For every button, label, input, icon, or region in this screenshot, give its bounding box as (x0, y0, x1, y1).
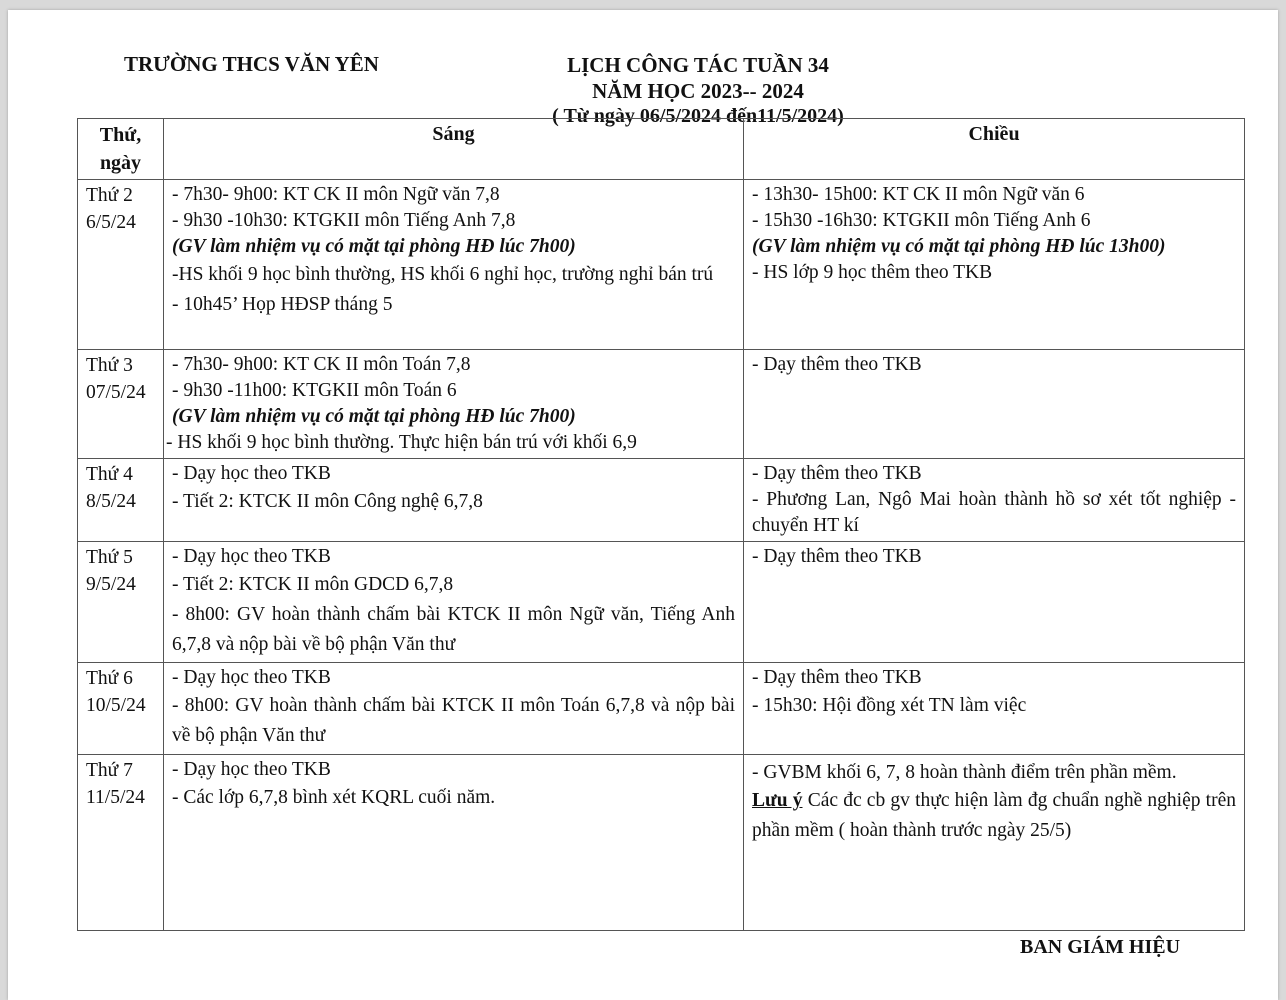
weekday: Thứ 4 (86, 464, 133, 485)
schedule-line: - 7h30- 9h00: KT CK II môn Ngữ văn 7,8 (172, 184, 500, 205)
schedule-line: - Tiết 2: KTCK II môn Công nghệ 6,7,8 (172, 491, 483, 512)
table-row (78, 180, 1245, 350)
schedule-line: - Dạy học theo TKB (172, 463, 331, 484)
morning-cell (164, 542, 744, 663)
schedule-note: (GV làm nhiệm vụ có mặt tại phòng HĐ lúc 13h00) (752, 236, 1166, 257)
date: 07/5/24 (86, 382, 146, 403)
schedule-line: - 9h30 -10h30: KTGKII môn Tiếng Anh 7,8 (172, 210, 516, 231)
schedule-line: - 8h00: GV hoàn thành chấm bài KTCK II môn Toán 6,7,8 và nộp bài về bộ phận Văn thư (172, 695, 735, 746)
weekday: Thứ 6 (86, 668, 133, 689)
schedule-line: -HS khối 9 học bình thường, HS khối 6 nghỉ học, trường nghỉ bán trú (172, 264, 714, 285)
date: 8/5/24 (86, 491, 136, 512)
day-cell (78, 180, 164, 350)
day-cell (78, 350, 164, 459)
schedule-note: (GV làm nhiệm vụ có mặt tại phòng HĐ lúc 7h00) (172, 236, 576, 257)
morning-cell (164, 350, 744, 459)
day-cell (78, 663, 164, 755)
schedule-line: - Dạy thêm theo TKB (752, 667, 922, 688)
afternoon-cell (744, 663, 1245, 755)
afternoon-cell (744, 542, 1245, 663)
header-day: Thứ, ngày (78, 119, 164, 180)
date: 9/5/24 (86, 574, 136, 595)
date-range: ( Từ ngày 06/5/2024 đến11/5/2024) (552, 105, 844, 127)
afternoon-cell (744, 459, 1245, 542)
schedule-line: - HS lớp 9 học thêm theo TKB (752, 262, 993, 283)
morning-cell (164, 755, 744, 931)
schedule-line: - Dạy học theo TKB (172, 759, 331, 780)
table-row (78, 459, 1245, 542)
school-year: NĂM HỌC 2023-- 2024 (592, 79, 804, 103)
table-row (78, 350, 1245, 459)
schedule-line: - 15h30: Hội đồng xét TN làm việc (752, 695, 1027, 716)
table-header-row (78, 119, 1245, 180)
date: 6/5/24 (86, 212, 136, 233)
weekday: Thứ 5 (86, 547, 133, 568)
schedule-line: - 7h30- 9h00: KT CK II môn Toán 7,8 (172, 354, 471, 375)
day-cell (78, 459, 164, 542)
note-label: Lưu ý (752, 790, 803, 811)
date: 10/5/24 (86, 695, 146, 716)
morning-cell (164, 180, 744, 350)
weekday: Thứ 3 (86, 355, 133, 376)
document-title-block (448, 52, 948, 128)
afternoon-cell (744, 755, 1245, 931)
schedule-line: - 10h45’ Họp HĐSP tháng 5 (172, 294, 393, 315)
morning-cell (164, 459, 744, 542)
schedule-line: - Các lớp 6,7,8 bình xét KQRL cuối năm. (172, 787, 496, 808)
signature-label: BAN GIÁM HIỆU (1020, 936, 1181, 958)
schedule-line: - 15h30 -16h30: KTGKII môn Tiếng Anh 6 (752, 210, 1091, 231)
schedule-line: - HS khối 9 học bình thường. Thực hiện bán trú với khối 6,9 (166, 432, 637, 453)
schedule-line: - Dạy thêm theo TKB (752, 354, 922, 375)
document-title: LỊCH CÔNG TÁC TUẦN 34 (567, 53, 829, 77)
school-name: TRƯỜNG THCS VĂN YÊN (124, 52, 379, 76)
table-row (78, 542, 1245, 663)
note-block (752, 786, 1236, 846)
schedule-line: - Tiết 2: KTCK II môn GDCD 6,7,8 (172, 574, 454, 595)
afternoon-cell (744, 350, 1245, 459)
schedule-table (77, 118, 1245, 931)
schedule-line: - Dạy thêm theo TKB (752, 463, 922, 484)
schedule-line: - Dạy học theo TKB (172, 546, 331, 567)
schedule-line: - 8h00: GV hoàn thành chấm bài KTCK II môn Ngữ văn, Tiếng Anh 6,7,8 và nộp bài về bộ phận Văn thư (172, 604, 735, 655)
table-row (78, 663, 1245, 755)
afternoon-cell (744, 180, 1245, 350)
weekday: Thứ 2 (86, 185, 133, 206)
schedule-line: - 9h30 -11h00: KTGKII môn Toán 6 (172, 380, 457, 401)
header-morning: Sáng (164, 119, 744, 180)
schedule-line: - Dạy thêm theo TKB (752, 546, 922, 567)
schedule-line: - 13h30- 15h00: KT CK II môn Ngữ văn 6 (752, 184, 1085, 205)
schedule-line: - Phương Lan, Ngô Mai hoàn thành hồ sơ xét tốt nghiệp - chuyển HT kí (752, 489, 1236, 536)
table-row (78, 755, 1245, 931)
day-cell (78, 755, 164, 931)
schedule-line: - Dạy học theo TKB (172, 667, 331, 688)
schedule-line: - GVBM khối 6, 7, 8 hoàn thành điểm trên phần mềm. (752, 762, 1177, 783)
note-text: Các đc cb gv thực hiện làm đg chuẩn nghề nghiệp trên phần mềm ( hoàn thành trước ngày 25/5) (752, 790, 1236, 841)
day-cell (78, 542, 164, 663)
weekday: Thứ 7 (86, 760, 133, 781)
morning-cell (164, 663, 744, 755)
date: 11/5/24 (86, 787, 145, 808)
schedule-note: (GV làm nhiệm vụ có mặt tại phòng HĐ lúc 7h00) (172, 406, 576, 427)
header-afternoon: Chiều (744, 119, 1245, 180)
